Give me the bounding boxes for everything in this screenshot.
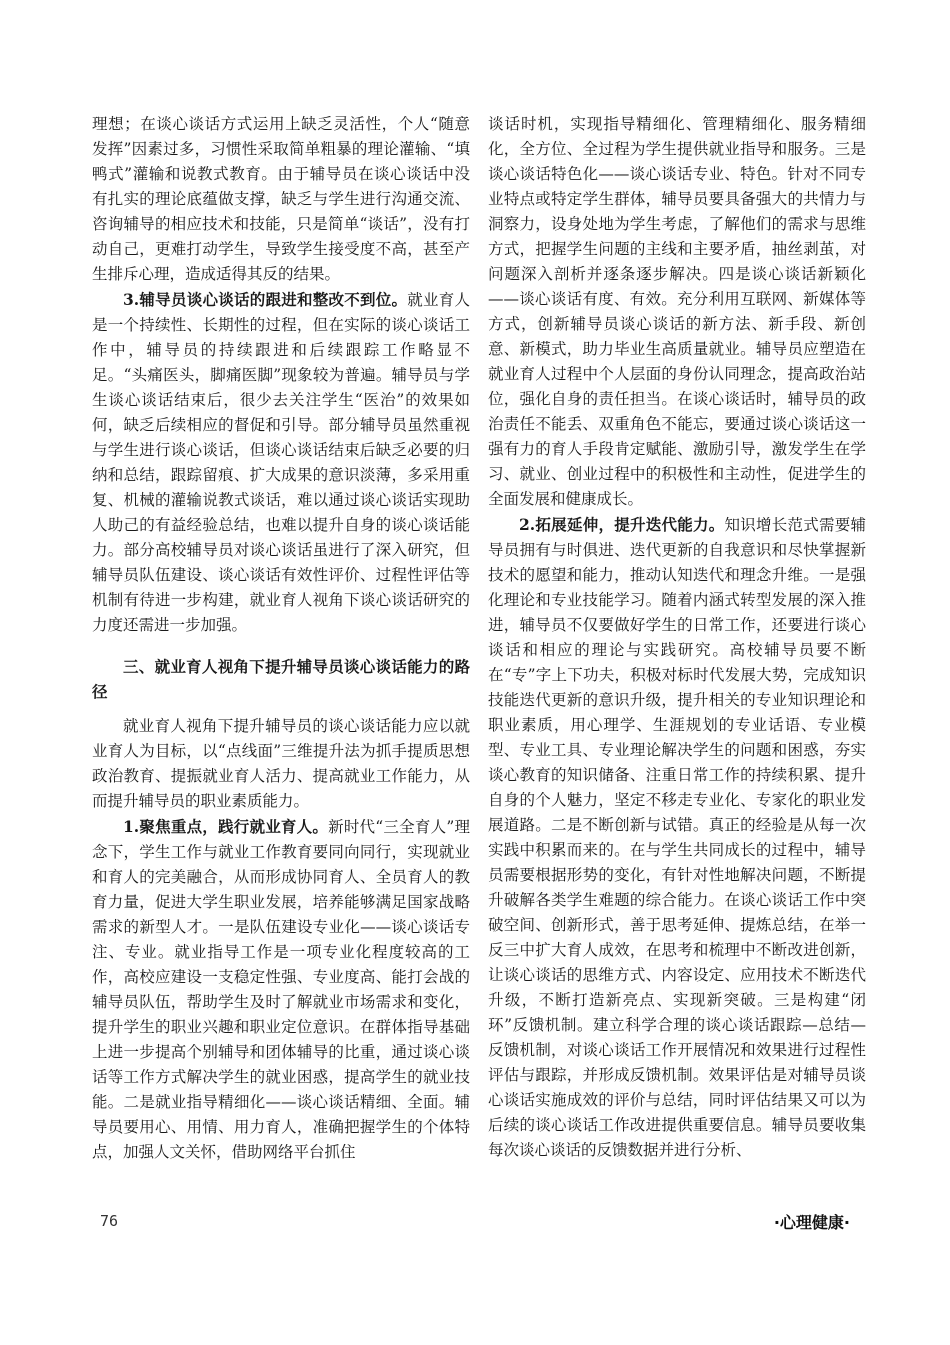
section-heading: 三、就业育人视角下提升辅导员谈心谈话能力的路径 (92, 657, 470, 701)
paragraph-lead-heading: 2.拓展延伸，提升迭代能力。 (519, 515, 725, 534)
right-column (488, 112, 866, 1163)
paragraph-section-intro: 就业育人视角下提升辅导员的谈心谈话能力应以就业育人为目标，以“点线面”三维提升法为抓手提质思想政治教育、提振就业育人活力、提高就业工作能力，从而提升辅导员的职业素质能力。 (92, 717, 470, 810)
spacer (92, 638, 470, 644)
left-column (92, 112, 470, 1165)
paragraph-lead-heading: 3.辅导员谈心谈话的跟进和整改不到位。 (123, 290, 408, 309)
paragraph-continued: 理想；在谈心谈话方式运用上缺乏灵活性，个人“随意发挥”因素过多，习惯性采取简单粗暴的理论灌输、“填鸭式”灌输和说教式教育。由于辅导员在谈心谈话中没有扎实的理论底蕴做支撑，缺乏与学生进行沟通交流、咨询辅导的相应技术和技能，只是简单“谈话”，没有打动自己，更难打动学生，导致学生接受度不高，甚至产生排斥心理，造成适得其反的结果。 (92, 115, 470, 283)
paragraph-followup-problem (92, 287, 470, 638)
paragraph-body: 新时代“三全育人”理念下，学生工作与就业工作教育要同向同行，实现就业和育人的完美融合，从而形成协同育人、全员育人的教育力量，促进大学生职业发展，培养能够满足国家战略需求的新型人才。一是队伍建设专业化——谈心谈话专注、专业。就业指导工作是一项专业化程度较高的工作，高校应建设一支稳定性强、专业度高、能打会战的辅导员队伍，帮助学生及时了解就业市场需求和变化，提升学生的职业兴趣和职业定位意识。在群体指导基础上进一步提高个别辅导和团体辅导的比重，通过谈心谈话等工作方式解决学生的就业困惑，提高学生的就业技能。二是就业指导精细化——谈心谈话精细、全面。辅导员要用心、用情、用力育人，准确把握学生的个体特点，加强人文关怀，借助网络平台抓住 (92, 818, 470, 1161)
paragraph-expand-iterate (488, 512, 866, 1163)
paragraph-continued: 谈话时机，实现指导精细化、管理精细化、服务精细化，全方位、全过程为学生提供就业指导和服务。三是谈心谈话特色化——谈心谈话专业、特色。针对不同专业特点或特定学生群体，辅导员要具备强大的共情力与洞察力，设身处地为学生考虑，了解他们的需求与思维方式，把握学生问题的主线和主要矛盾，抽丝剥茧，对问题深入剖析并逐条逐步解决。四是谈心谈话新颖化——谈心谈话有度、有效。充分利用互联网、新媒体等方式，创新辅导员谈心谈话的新方法、新手段、新创意、新模式，助力毕业生高质量就业。辅导员应塑造在就业育人过程中个人层面的身份认同理念，提高政治站位，强化自身的责任担当。在谈心谈话时，辅导员的政治责任不能丢、双重角色不能忘，要通过谈心谈话这一强有力的育人手段肯定赋能、激励引导，激发学生在学习、就业、创业过程中的积极性和主动性，促进学生的全面发展和健康成长。 (488, 115, 866, 508)
paragraph-body: 知识增长范式需要辅导员拥有与时俱进、迭代更新的自我意识和尽快掌握新技术的愿望和能力，推动认知迭代和理念升维。一是强化理论和专业技能学习。随着内涵式转型发展的深入推进，辅导员不仅要做好学生的日常工作，还要进行谈心谈话和相应的理论与实践研究。高校辅导员要不断在“专”字上下功夫，积极对标时代发展大势，完成知识技能迭代更新的意识升级，提升相关的专业知识理论和职业素质，用心理学、生涯规划的专业话语、专业模型、专业工具、专业理论解决学生的问题和困惑，夯实谈心教育的知识储备、注重日常工作的持续积累、提升自身的个人魅力，坚定不移走专业化、专家化的职业发展道路。二是不断创新与试错。真正的经验是从每一次实践中积累而来的。在与学生共同成长的过程中，辅导员需要根据形势的变化，有针对性地解决问题，不断提升破解各类学生难题的综合能力。在谈心谈话工作中突破空间、创新形式，善于思考延伸、提炼总结，在举一反三中扩大育人成效，在思考和梳理中不断改进创新，让谈心谈话的思维方式、内容设定、应用技术不断迭代升级，不断打造新亮点、实现新突破。三是构建“闭环”反馈机制。建立科学合理的谈心谈话跟踪—总结—反馈机制，对谈心谈话工作开展情况和效果进行过程性评估与跟踪，并形成反馈机制。效果评估是对辅导员谈心谈话实施成效的评价与总结，同时评估结果又可以为后续的谈心谈话工作改进提供重要信息。辅导员要收集每次谈心谈话的反馈数据并进行分析、 (488, 516, 866, 1159)
journal-column-label: ·心理健康· (773, 1213, 850, 1232)
paragraph-lead-heading: 1.聚焦重点，践行就业育人。 (123, 817, 329, 836)
paragraph-focus-employment (92, 814, 470, 1165)
page-number: 76 (100, 1212, 119, 1230)
paragraph-body: 就业育人是一个持续性、长期性的过程，但在实际的谈心谈话工作中，辅导员的持续跟进和后续跟踪工作略显不足。“头痛医头，脚痛医脚”现象较为普遍。辅导员与学生谈心谈话结束后，很少去关注学生“医治”的效果如何，缺乏后续相应的督促和引导。部分辅导员虽然重视与学生进行谈心谈话，但谈心谈话结束后缺乏必要的归纳和总结，跟踪留痕、扩大成果的意识淡薄，多采用重复、机械的灌输说教式谈话，难以通过谈心谈话实现助人助己的有益经验总结，也难以提升自身的谈心谈话能力。部分高校辅导员对谈心谈话虽进行了深入研究，但辅导员队伍建设、谈心谈话有效性评价、过程性评估等机制有待进一步构建，就业育人视角下谈心谈话研究的力度还需进一步加强。 (92, 291, 470, 634)
